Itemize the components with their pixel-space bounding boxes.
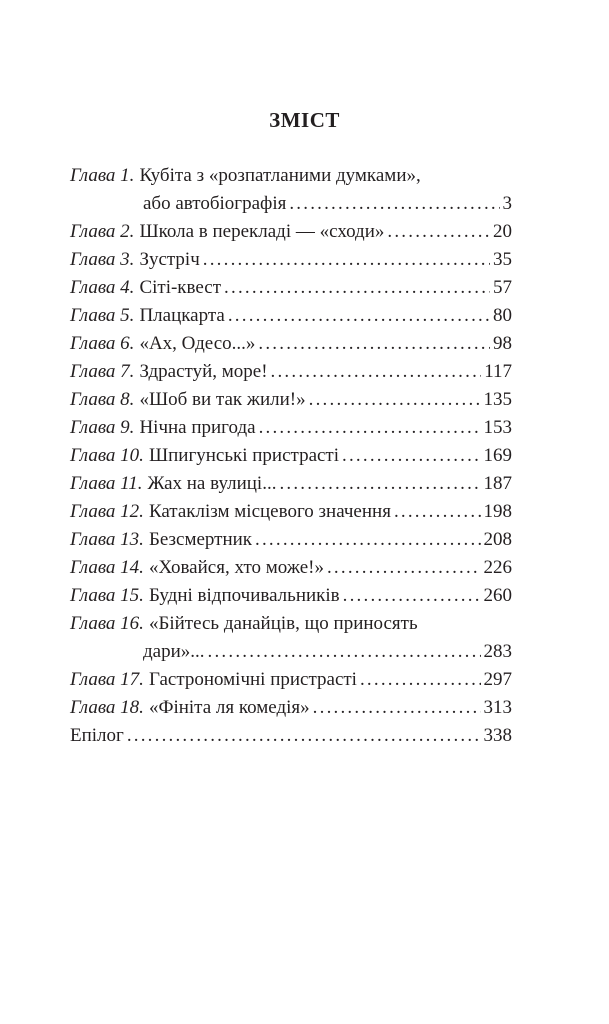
toc-entry-line <box>70 610 512 638</box>
toc-entry-line <box>70 722 512 750</box>
chapter-label: Глава 4. <box>70 277 135 298</box>
chapter-label: Глава 1. <box>70 165 135 186</box>
dot-leader <box>313 694 481 722</box>
chapter-label: Глава 12. <box>70 501 144 522</box>
page-number: 198 <box>483 501 512 522</box>
toc-entry[interactable] <box>70 218 512 246</box>
dot-leader <box>327 554 481 582</box>
chapter-title: «Бійтесь данайців, що приносять <box>148 613 418 634</box>
dot-leader <box>289 190 499 218</box>
chapter-title: Зустріч <box>139 249 200 270</box>
chapter-label: Глава 10. <box>70 445 144 466</box>
page-number: 135 <box>483 389 512 410</box>
page-number: 57 <box>493 277 512 298</box>
dot-leader <box>259 414 481 442</box>
chapter-title: або автобіографія <box>143 193 287 214</box>
page-number: 313 <box>483 697 512 718</box>
toc-entry[interactable] <box>70 694 512 722</box>
chapter-label: Глава 11. <box>70 473 143 494</box>
toc-entry-line <box>70 274 512 302</box>
dot-leader <box>127 722 481 750</box>
page-number: 226 <box>483 557 512 578</box>
toc-entry[interactable] <box>70 554 512 582</box>
page-number: 169 <box>483 445 512 466</box>
chapter-label: Глава 3. <box>70 249 135 270</box>
toc-entry[interactable] <box>70 470 512 498</box>
toc-entry[interactable] <box>70 498 512 526</box>
dot-leader <box>343 582 481 610</box>
dot-leader <box>208 638 481 666</box>
page-number: 80 <box>493 305 512 326</box>
toc-entry-line <box>70 470 512 498</box>
dot-leader <box>309 386 481 414</box>
toc-entry[interactable] <box>70 526 512 554</box>
chapter-title: Будні відпочивальників <box>148 585 340 606</box>
chapter-title: Безсмертник <box>148 529 253 550</box>
chapter-title: дари»... <box>143 641 205 662</box>
table-of-contents <box>70 162 512 750</box>
toc-entry-line <box>70 666 512 694</box>
page-number: 187 <box>483 473 512 494</box>
chapter-label: Глава 6. <box>70 333 135 354</box>
toc-entry[interactable] <box>70 414 512 442</box>
page-number: 208 <box>483 529 512 550</box>
toc-entry-line <box>70 638 512 666</box>
dot-leader <box>342 442 480 470</box>
page-number: 260 <box>483 585 512 606</box>
chapter-title: Епілог <box>70 725 124 746</box>
page-number: 153 <box>483 417 512 438</box>
chapter-label: Глава 16. <box>70 613 144 634</box>
page-title: ЗМІСТ <box>269 108 340 132</box>
dot-leader <box>224 274 490 302</box>
chapter-title: Плацкарта <box>139 305 225 326</box>
toc-entry-line <box>70 162 512 190</box>
toc-entry-line <box>70 330 512 358</box>
page-number: 3 <box>502 193 512 214</box>
toc-entry-line <box>70 246 512 274</box>
page-number: 117 <box>484 361 512 382</box>
chapter-label: Глава 8. <box>70 389 135 410</box>
chapter-label: Глава 17. <box>70 669 144 690</box>
toc-entry-line <box>70 694 512 722</box>
page-number: 297 <box>483 669 512 690</box>
toc-entry-line <box>70 554 512 582</box>
page-number: 283 <box>483 641 512 662</box>
chapter-title: Сіті-квест <box>139 277 222 298</box>
toc-entry-line <box>70 190 512 218</box>
toc-entry-line <box>70 498 512 526</box>
toc-entry[interactable] <box>70 442 512 470</box>
chapter-title: Школа в перекладі — «сходи» <box>139 221 385 242</box>
toc-entry[interactable] <box>70 162 512 218</box>
chapter-label: Глава 18. <box>70 697 144 718</box>
toc-entry[interactable] <box>70 722 512 750</box>
toc-entry[interactable] <box>70 246 512 274</box>
toc-entry-line <box>70 442 512 470</box>
chapter-label: Глава 9. <box>70 417 135 438</box>
chapter-label: Глава 2. <box>70 221 135 242</box>
dot-leader <box>394 498 481 526</box>
dot-leader <box>271 358 482 386</box>
dot-leader <box>387 218 490 246</box>
chapter-title: Гастрономічні пристрасті <box>148 669 357 690</box>
dot-leader <box>228 302 490 330</box>
chapter-title: Жах на вулиці... <box>147 473 277 494</box>
toc-entry[interactable] <box>70 610 512 666</box>
toc-entry-line <box>70 218 512 246</box>
chapter-label: Глава 14. <box>70 557 144 578</box>
page-number: 338 <box>483 725 512 746</box>
toc-entry[interactable] <box>70 274 512 302</box>
dot-leader <box>203 246 490 274</box>
chapter-title: Здрастуй, море! <box>139 361 268 382</box>
page-number: 20 <box>493 221 512 242</box>
toc-entry-line <box>70 302 512 330</box>
toc-entry-line <box>70 358 512 386</box>
page-number: 98 <box>493 333 512 354</box>
toc-entry-line <box>70 414 512 442</box>
chapter-title: Катаклізм місцевого значення <box>148 501 391 522</box>
toc-entry[interactable] <box>70 386 512 414</box>
chapter-title: Нічна пригода <box>139 417 256 438</box>
chapter-label: Глава 13. <box>70 529 144 550</box>
dot-leader <box>258 330 490 358</box>
chapter-title: «Шоб ви так жили!» <box>139 389 306 410</box>
chapter-title: «Ах, Одесо...» <box>139 333 256 354</box>
page-number: 35 <box>493 249 512 270</box>
chapter-label: Глава 5. <box>70 305 135 326</box>
dot-leader <box>360 666 481 694</box>
chapter-title: Кубіта з «розпатланими думками», <box>139 165 421 186</box>
chapter-label: Глава 7. <box>70 361 135 382</box>
dot-leader <box>255 526 480 554</box>
toc-entry[interactable] <box>70 330 512 358</box>
toc-entry[interactable] <box>70 666 512 694</box>
toc-entry[interactable] <box>70 358 512 386</box>
toc-entry[interactable] <box>70 302 512 330</box>
toc-entry-line <box>70 582 512 610</box>
chapter-title: Шпигунські пристрасті <box>148 445 340 466</box>
chapter-label: Глава 15. <box>70 585 144 606</box>
toc-entry-line <box>70 526 512 554</box>
dot-leader <box>279 470 480 498</box>
chapter-title: «Ховайся, хто може!» <box>148 557 324 578</box>
chapter-title: «Фініта ля комедія» <box>148 697 310 718</box>
toc-entry-line <box>70 386 512 414</box>
toc-entry[interactable] <box>70 582 512 610</box>
